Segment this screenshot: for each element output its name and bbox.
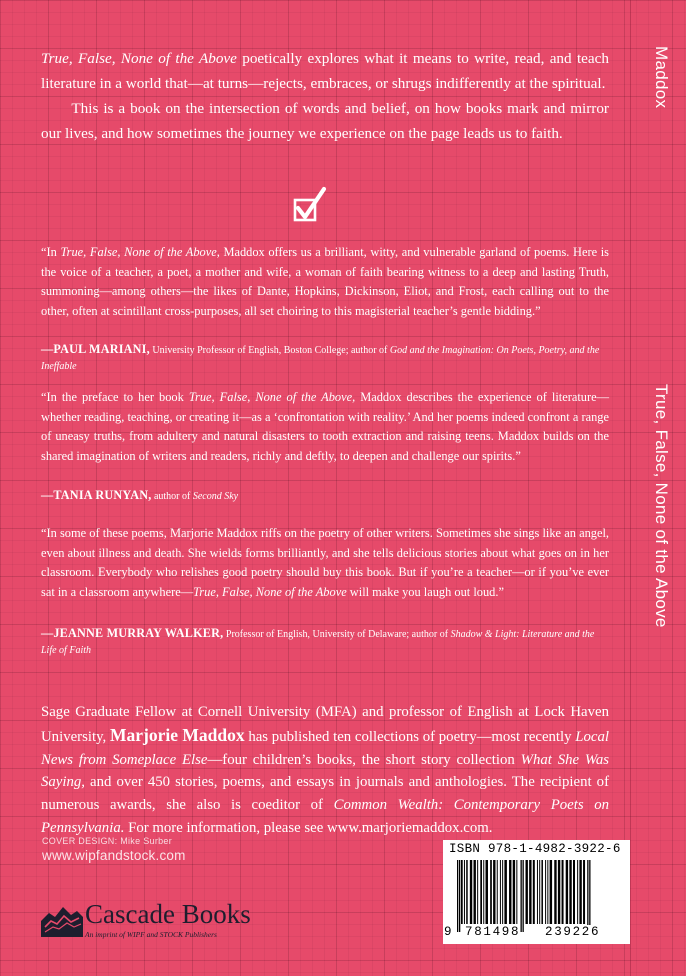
barcode-bar [500,860,501,924]
endorser-affiliation: author of [151,491,193,502]
spine-title: True, False, None of the Above [652,384,671,628]
barcode-bar [516,860,517,924]
endorsement-quote-3 [41,524,609,602]
barcode-bar [537,860,538,924]
author-name: Marjorie Maddox [109,724,245,745]
barcode-bar [566,860,568,924]
barcode-bar [461,860,463,924]
quote-book-title: True, False, None of the Above [193,584,347,599]
quote-text: “In [41,245,61,259]
barcode-bar [466,860,468,924]
endorser-book-title: Shadow & Light: Literature and the Life of Faith [41,629,595,656]
blurb-paragraph-1-text: poetically explores what it means to write, read, and teach literature in a world that—at turns—rejects, embraces, or shrugs indifferently at the spiritual. [41,50,609,92]
barcode-bar [529,860,531,924]
bio-text: For more information, please see www.marjoriemaddox.com. [124,819,493,836]
barcode-digits-right: 239226 [545,925,601,939]
barcode-bar [493,860,495,924]
barcode-bar [504,860,507,924]
blurb-paragraph-1 [41,46,609,96]
barcode-bar [547,860,548,924]
barcode-bar [486,860,489,924]
barcode-first-digit: 9 [444,925,454,939]
publisher-logo [41,899,281,943]
barcode-bar [480,860,482,924]
endorser-name: —JEANNE MURRAY WALKER, [41,626,224,640]
barcode-bar [513,860,515,924]
bio-book-title: What She Was Saying, [41,751,609,791]
barcode-bar [550,860,553,924]
barcode-bar [526,860,528,924]
endorsement-attribution-2 [41,487,609,505]
barcode-bar [569,860,571,924]
barcode-guard-bar [457,860,458,932]
mountain-logo-icon [41,903,83,937]
barcode-digits-left: 781498 [465,925,521,939]
barcode-guard-bar [521,860,522,932]
endorser-affiliation: University Professor of English, Boston College; author of [149,345,390,356]
endorser-book-title: Second Sky [192,491,239,502]
quote-text: “In some of these poems, Marjorie Maddox riffs on the poetry of other writers. Sometimes she sings like an angel, even about illness and death. She wields forms brilliantly, and she tells delicious stories about what goes on in her classroom. Everybody who relishes good poetry should buy this book. But if you’re a teacher—or if you’ve ever sat in a classroom anywhere— [41,526,609,599]
barcode-bar [558,860,560,924]
quote-book-title: True, False, None of the Above, [188,390,356,404]
isbn-label: ISBN 978-1-4982-3922-6 [449,842,621,856]
barcode-bar [573,860,575,924]
quote-text: “In the preface to her book [41,390,189,404]
author-bio [41,701,609,840]
barcode-guard-bar [587,860,588,932]
blurb-book-title: True, False, None of the Above [41,50,237,67]
barcode-bar [497,860,498,924]
endorsement-quote-1 [41,243,609,321]
barcode-guard-bar [459,860,460,932]
endorser-affiliation: Professor of English, University of Delaware; author of [223,629,451,640]
bio-text: —four children’s books, the short story collection [207,751,521,768]
endorser-name: —TANIA RUNYAN, [41,488,152,502]
publisher-name: Cascade Books [85,899,251,929]
barcode-bar [483,860,484,924]
endorser-book-title: God and the Imagination: On Poets, Poetry, and the Ineffable [41,345,600,372]
barcode-bar [583,860,585,924]
barcode-bar [477,860,478,924]
spine-author: Maddox [652,46,671,109]
publisher-imprint: An imprint of WIPF and STOCK Publishers [85,930,217,939]
endorsement-attribution-1 [41,341,609,375]
endorsement-quote-2 [41,388,609,466]
barcode-bar [579,860,581,924]
bio-book-title: Local News from Someplace Else [41,728,610,768]
barcode-bar [502,860,503,924]
barcode-bar [554,860,556,924]
publisher-website: www.wipfandstock.com [42,848,186,863]
barcode-bar [464,860,465,924]
barcode-bar [533,860,535,924]
quote-book-title: True, False, None of the Above, [60,245,220,259]
barcode-bar [509,860,511,924]
barcode-bars [451,860,623,932]
barcode-bar [541,860,543,924]
bio-text: Sage Graduate Fellow at Cornell University (MFA) and professor of English at Lock Haven University, [41,704,609,745]
quote-text: Maddox describes the experience of literature—whether reading, teaching, or creating it—as a ‘confrontation with reality.’ And her poems indeed confront a range of uneasy truths, from adultery and natural disasters to tooth extraction and raising teens. Maddox builds on the shared imagination of writers and readers, richly and deftly, to deepen and challenge our spirits.” [41,390,609,463]
barcode-bar [545,860,546,924]
quote-text: Maddox offers us a brilliant, witty, and vulnerable garland of poems. Here is the voice of a teacher, a poet, a mother and wife, a woman of faith bearing witness to a deep and lasting Truth, summoning—among others—the likes of Dante, Hopkins, Dickinson, Eliot, and Frost, each calling out to the other, often at scintillant cross-purposes, all set choiring to this magisterial teacher’s gentle bidding.” [41,245,609,318]
quote-text: will make you laugh out loud.” [346,584,504,599]
description-blurb [41,46,609,146]
bio-text: and over 450 stories, poems, and essays in journals and anthologies. The recipient of numerous awards, she also is coeditor of [41,774,609,814]
barcode-bar [490,860,492,924]
bio-book-title: Common Wealth: Contemporary Poets on Pennsylvania. [41,797,609,836]
barcode-bar [470,860,472,924]
cover-design-credit: COVER DESIGN: Mike Surber [42,836,173,846]
barcode-guard-bar [523,860,524,932]
barcode-bar [562,860,564,924]
blurb-paragraph-2: This is a book on the intersection of words and belief, on how books mark and mirror our lives, and how sometimes the journey we experience on the page leads us to faith. [41,100,609,142]
bio-text: has published ten collections of poetry—most recently [244,728,576,745]
barcode-bar [539,860,540,924]
isbn-barcode [443,840,630,944]
endorser-name: —PAUL MARIANI, [41,342,150,356]
barcode-bar [474,860,476,924]
checkbox-checkmark-icon [292,186,328,226]
barcode-guard-bar [589,860,590,932]
barcode-bar [577,860,578,924]
endorsement-attribution-3 [41,625,609,659]
